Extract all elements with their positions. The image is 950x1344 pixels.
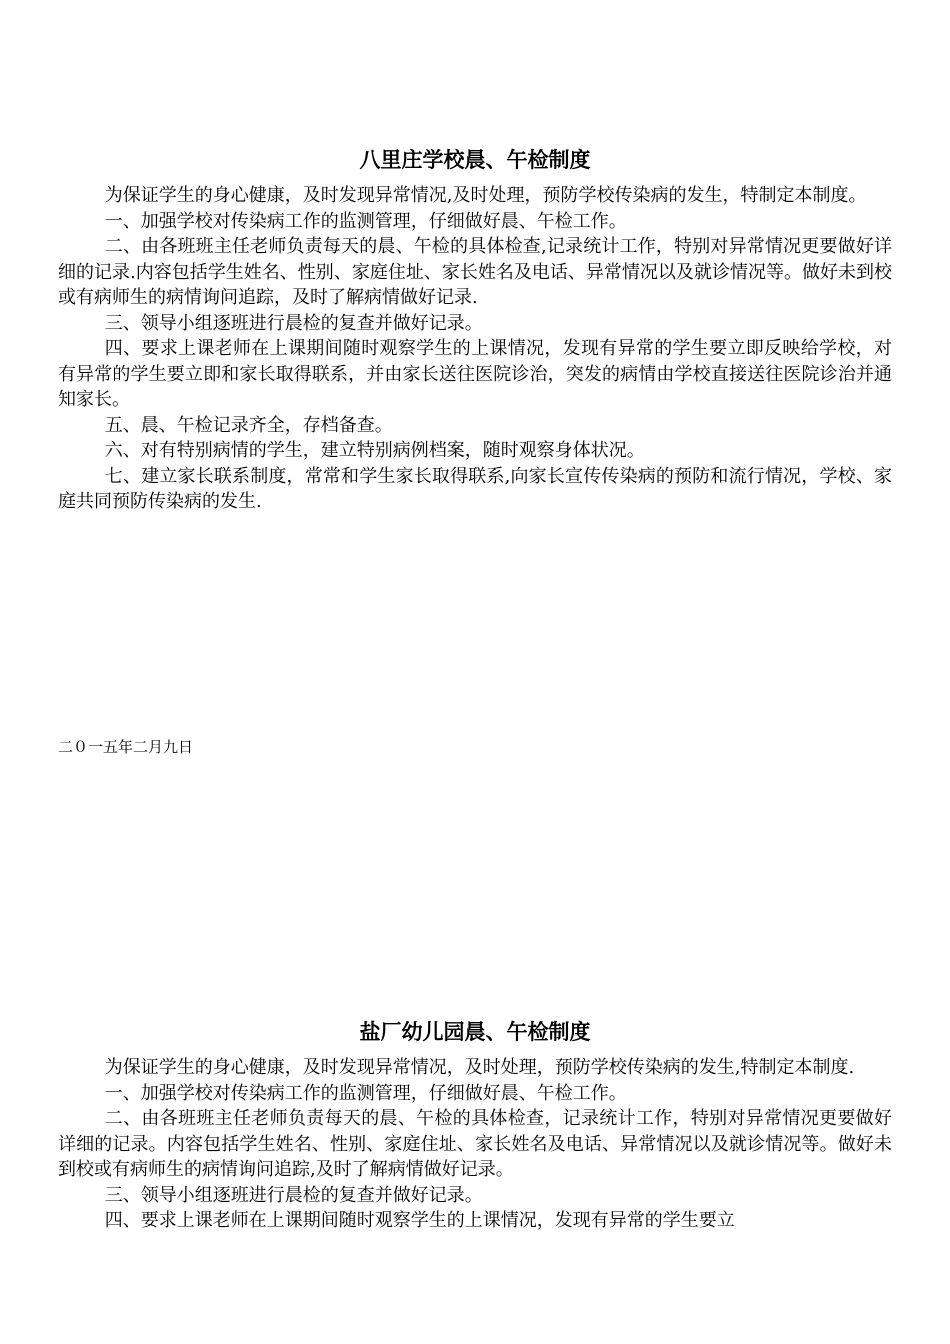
paragraph-item-1: 一、加强学校对传染病工作的监测管理，仔细做好晨、午检工作。 <box>104 210 627 232</box>
paragraph-item-2: 二、由各班班主任老师负责每天的晨、午检的具体检查，记录统计工作，特别对异常情况更要做好详细的记录。内容包括学生姓名、性别、家庭住址、家长姓名及电话、异常情况以及就诊情况等。做好未到校或有病师生的病情询问追踪,及时了解病情做好记录。 <box>58 1108 892 1180</box>
paragraph-item-4: 四、要求上课老师在上课期间随时观察学生的上课情况，发现有异常的学生要立 <box>104 1210 735 1231</box>
document-date: 二０一五年二月九日 <box>58 738 194 756</box>
paragraph-item-4: 四、要求上课老师在上课期间随时观察学生的上课情况，发现有异常的学生要立即反映给学校，对有异常的学生要立即和家长取得联系，并由家长送往医院诊治，突发的病情由学校直接送往医院诊治并通知家长。 <box>58 338 892 410</box>
document-title-baliizhuang: 八里庄学校晨、午检制度 <box>359 148 591 172</box>
document-body-yanchang <box>58 1055 892 1344</box>
document-body-baliizhuang <box>58 183 892 515</box>
paragraph-item-6: 六、对有特别病情的学生，建立特别病例档案，随时观察身体状况。 <box>104 440 645 461</box>
paragraph-item-3: 三、领导小组逐班进行晨检的复查并做好记录。 <box>104 1184 483 1206</box>
paragraph-item-7: 七、建立家长联系制度，常常和学生家长取得联系,向家长宣传传染病的预防和流行情况，学校、家庭共同预防传染病的发生. <box>58 465 892 512</box>
paragraph-item-2: 二、由各班班主任老师负责每天的晨、午检的具体检查,记录统计工作，特别对异常情况更要做好详细的记录.内容包括学生姓名、性别、家庭住址、家长姓名及电话、异常情况以及就诊情况等。做好未到校或有病师生的病情询问追踪，及时了解病情做好记录. <box>58 236 892 308</box>
paragraph-item-1: 一、加强学校对传染病工作的监测管理，仔细做好晨、午检工作。 <box>104 1082 627 1104</box>
document-title-yanchang: 盐厂幼儿园晨、午检制度 <box>359 1020 591 1044</box>
paragraph-item-5: 五、晨、午检记录齐全，存档备查。 <box>104 414 393 436</box>
paragraph-intro: 为保证学生的身心健康，及时发现异常情况，及时处理，预防学校传染病的发生,特制定本制度. <box>104 1057 855 1078</box>
paragraph-item-3: 三、领导小组逐班进行晨检的复查并做好记录。 <box>104 312 483 334</box>
paragraph-intro: 为保证学生的身心健康，及时发现异常情况,及时处理，预防学校传染病的发生，特制定本制度。 <box>104 185 867 206</box>
